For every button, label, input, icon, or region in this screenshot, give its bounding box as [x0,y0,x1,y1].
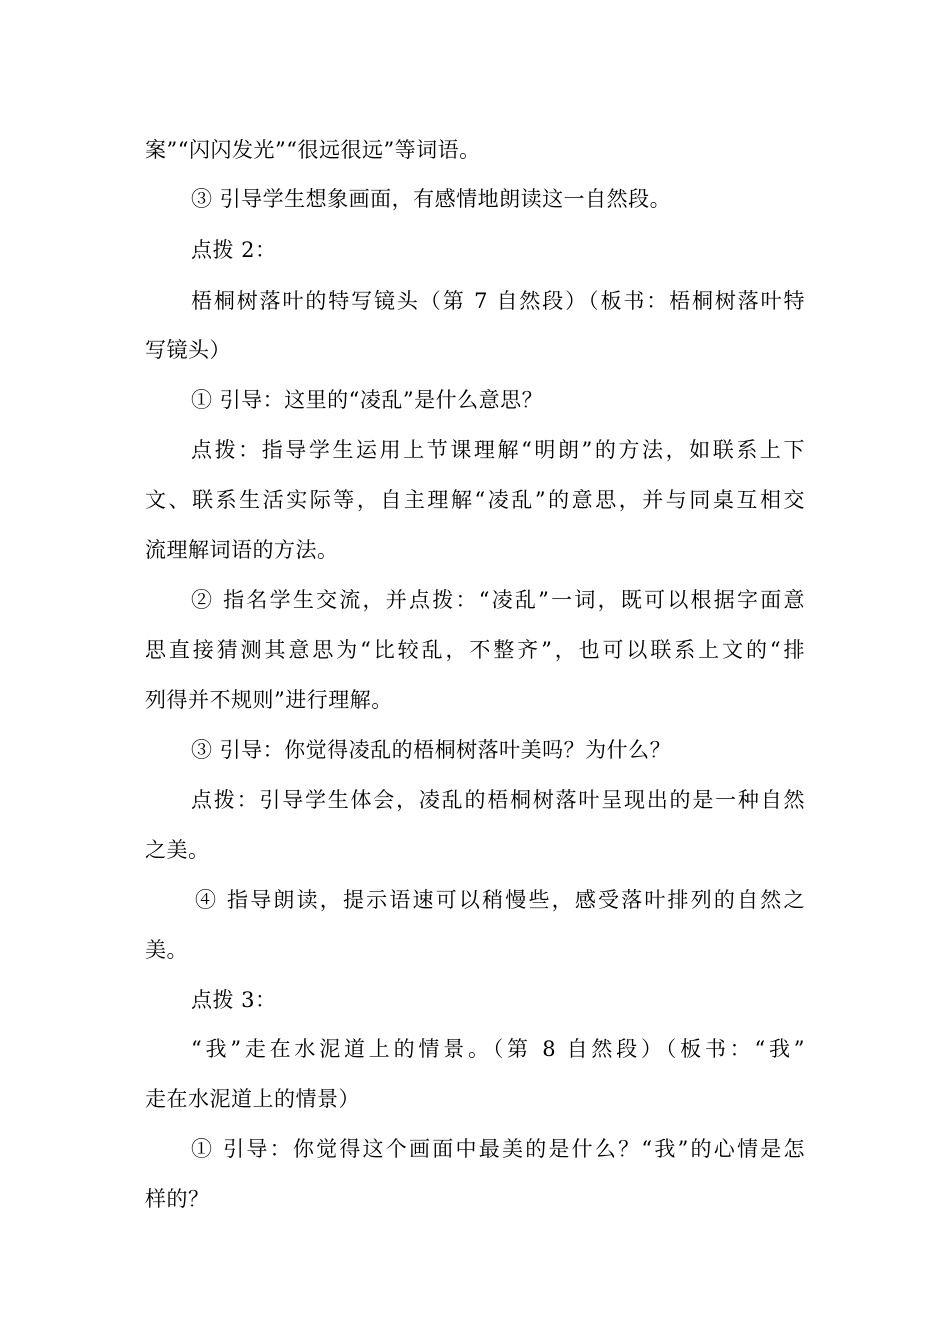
text-line: 文、联系生活实际等，自主理解“凌乱”的意思，并与同桌互相交 [145,488,805,512]
text-line: 样的？ [145,1187,210,1211]
text-line: 点拨：指导学生运用上节课理解“明朗”的方法，如联系上下 [191,438,805,462]
text-line: ① 引导：你觉得这个画面中最美的是什么？“我”的心情是怎 [191,1137,805,1161]
text-line: ② 指名学生交流，并点拨：“凌乱”一词，既可以根据字面意 [191,588,805,612]
text-line: ④ 指导朗读，提示语速可以稍慢些，感受落叶排列的自然之 [195,888,805,912]
text-line: ③ 引导学生想象画面，有感情地朗读这一自然段。 [191,187,672,211]
text-line: 流理解词语的方法。 [145,538,339,562]
text-line: 梧桐树落叶的特写镜头（第 7 自然段）（板书：梧桐树落叶特 [191,289,805,313]
subheading: 点拨 3： [191,988,277,1012]
text-line: 之美。 [145,838,210,862]
text-line: 点拨：引导学生体会，凌乱的梧桐树落叶呈现出的是一种自然 [191,788,805,812]
text-line: ① 引导：这里的“凌乱”是什么意思？ [191,388,544,412]
text-line: 写镜头） [145,338,231,362]
text-line: 思直接猜测其意思为“比较乱，不整齐”，也可以联系上文的“排 [145,638,805,662]
subheading: 点拨 2： [191,238,277,262]
text-line: 美。 [145,938,188,962]
text-line: “我”走在水泥道上的情景。（第 8 自然段）（板书：“我” [191,1037,805,1061]
text-line: 列得并不规则”进行理解。 [145,688,393,712]
text-line: 走在水泥道上的情景） [145,1087,360,1111]
text-line: ③ 引导：你觉得凌乱的梧桐树落叶美吗？为什么？ [191,738,672,762]
text-line: 案”“闪闪发光”“很远很远”等词语。 [145,138,481,162]
